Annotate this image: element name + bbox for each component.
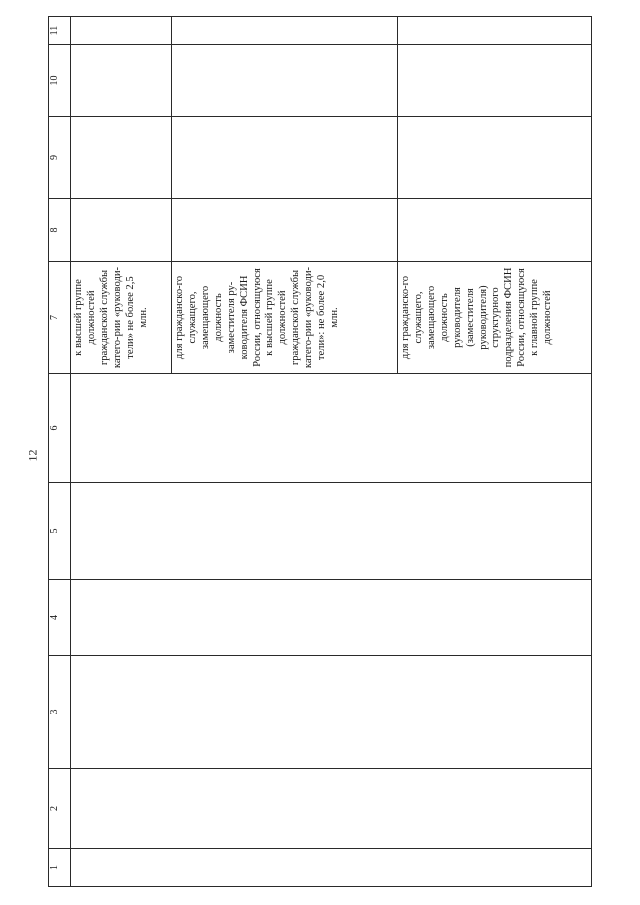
column-number-5: 5: [49, 483, 71, 580]
data-table: [48, 16, 592, 887]
table-cell: [71, 17, 172, 45]
column-number-11: 11: [49, 17, 71, 45]
column-number-3: 3: [49, 656, 71, 769]
table-cell: [398, 117, 592, 199]
table-cell: [71, 483, 592, 580]
cell-text: для гражданско-го служащего, замещающего должность заместителя ру-ководителя ФСИН России, относящуюся к высшей группе должностей гражданской службы катего-рии «руководи-тели»: не более 2,0 млн.: [174, 266, 341, 369]
column-number-1: 1: [49, 849, 71, 887]
column-number-2: 2: [49, 769, 71, 849]
cell-text: для гражданско-го служащего, замещающего должность руководителя (заместителя руководителя) структурного подразделения ФСИН России, относящуюся к главной группе должностей: [400, 267, 554, 368]
page-number-text: 12: [25, 449, 40, 461]
table-cell: [172, 117, 398, 199]
rotated-table-container: [48, 17, 590, 887]
page-number: [18, 440, 48, 470]
table-cell: [71, 262, 172, 374]
table-cell: [172, 45, 398, 117]
table-cell: [71, 199, 172, 262]
table-cell: [71, 769, 592, 849]
table-cell: [71, 117, 172, 199]
header-row: [49, 17, 71, 887]
table-cell: [398, 199, 592, 262]
table-cell: [398, 262, 592, 374]
table-cell: [71, 45, 172, 117]
table-cell: [71, 656, 592, 769]
column-number-4: 4: [49, 580, 71, 656]
table-cell: [172, 17, 398, 45]
table-cell: [172, 199, 398, 262]
cell-text: к высшей группе должностей гражданской службы катего-рии «руководи-тели» не более 2,5 млн.: [73, 266, 149, 369]
column-number-7: 7: [49, 262, 71, 374]
column-number-9: 9: [49, 117, 71, 199]
column-number-6: 6: [49, 374, 71, 483]
table-cell: [71, 374, 592, 483]
table-cell: [398, 45, 592, 117]
column-number-10: 10: [49, 45, 71, 117]
table-cell: [398, 17, 592, 45]
table-cell: [71, 849, 592, 887]
column-number-8: 8: [49, 199, 71, 262]
table-cell: [71, 580, 592, 656]
table-cell: [172, 262, 398, 374]
table-row: [71, 17, 172, 887]
